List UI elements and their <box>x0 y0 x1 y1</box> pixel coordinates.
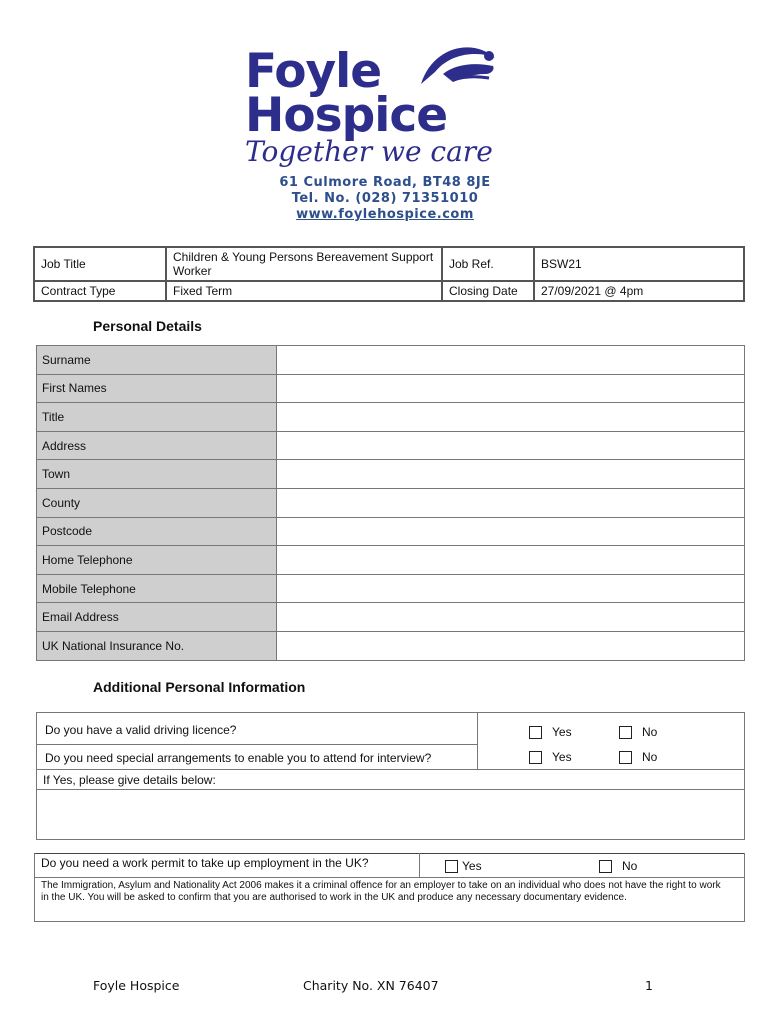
personal-details-table <box>36 345 745 661</box>
no-label: No <box>642 725 658 739</box>
footer-charity: Charity No. XN 76407 <box>303 978 439 993</box>
field-label: Postcode <box>37 517 277 546</box>
work-permit-question: Do you need a work permit to take up employment in the UK? <box>41 856 369 870</box>
field-input[interactable] <box>277 574 745 603</box>
licence-yes-option[interactable] <box>529 725 572 739</box>
no-label: No <box>622 859 638 873</box>
field-input[interactable] <box>277 546 745 575</box>
contract-type-label: Contract Type <box>34 281 166 301</box>
job-title-label: Job Title <box>34 247 166 281</box>
arrangements-yes-option[interactable] <box>529 750 572 764</box>
contract-type-value: Fixed Term <box>166 281 442 301</box>
contact-website <box>0 207 770 222</box>
special-arrangements-question: Do you need special arrangements to enable you to attend for interview? <box>45 751 432 765</box>
field-input[interactable] <box>277 517 745 546</box>
arrangements-no-option[interactable] <box>619 750 657 764</box>
permit-no-option[interactable] <box>599 859 637 873</box>
permit-yes-option[interactable] <box>445 859 482 873</box>
job-ref-label: Job Ref. <box>442 247 534 281</box>
field-label: Mobile Telephone <box>37 574 277 603</box>
field-label: Email Address <box>37 603 277 632</box>
additional-info-box <box>36 712 745 840</box>
field-label: Home Telephone <box>37 546 277 575</box>
closing-date-value: 27/09/2021 @ 4pm <box>534 281 744 301</box>
checkbox-icon[interactable] <box>599 860 612 873</box>
field-input[interactable] <box>277 431 745 460</box>
field-input[interactable] <box>277 346 745 375</box>
website-link[interactable]: www.foylehospice.com <box>296 207 474 222</box>
table-row <box>37 346 745 375</box>
personal-details-heading: Personal Details <box>93 318 202 334</box>
contact-address: 61 Culmore Road, BT48 8JE <box>279 175 491 190</box>
details-prompt: If Yes, please give details below: <box>43 773 216 787</box>
field-input[interactable] <box>277 374 745 403</box>
table-row <box>37 546 745 575</box>
table-row <box>37 460 745 489</box>
field-label: Title <box>37 403 277 432</box>
licence-no-option[interactable] <box>619 725 657 739</box>
field-label: UK National Insurance No. <box>37 631 277 660</box>
field-label: First Names <box>37 374 277 403</box>
logo-line-hospice: Hospice <box>245 88 448 143</box>
table-row <box>37 603 745 632</box>
field-label: Surname <box>37 346 277 375</box>
field-label: Town <box>37 460 277 489</box>
driving-licence-question: Do you have a valid driving licence? <box>45 723 237 737</box>
yes-label: Yes <box>552 750 572 764</box>
logo-tagline: Together we care <box>245 135 493 168</box>
field-input[interactable] <box>277 460 745 489</box>
footer-page-number: 1 <box>645 978 653 993</box>
immigration-note: The Immigration, Asylum and Nationality Act 2006 makes it a criminal offence for an employer to take on an individual who does not have the right to work in the UK. You will be asked to confirm that you are authorised to work in the UK and produce any necessary documentary evidence. <box>41 880 721 903</box>
checkbox-icon[interactable] <box>529 751 542 764</box>
checkbox-icon[interactable] <box>619 726 632 739</box>
job-details-table <box>33 246 745 302</box>
closing-date-label: Closing Date <box>442 281 534 301</box>
table-row <box>37 574 745 603</box>
table-row <box>37 374 745 403</box>
table-row <box>37 631 745 660</box>
checkbox-icon[interactable] <box>445 860 458 873</box>
logo <box>245 40 505 170</box>
job-title-value: Children & Young Persons Bereavement Support Worker <box>166 247 442 281</box>
field-label: County <box>37 488 277 517</box>
field-input[interactable] <box>277 488 745 517</box>
additional-info-heading: Additional Personal Information <box>93 679 306 695</box>
checkbox-icon[interactable] <box>529 726 542 739</box>
job-ref-value: BSW21 <box>534 247 744 281</box>
table-row <box>37 403 745 432</box>
table-row <box>37 431 745 460</box>
field-input[interactable] <box>277 403 745 432</box>
contact-phone: Tel. No. (028) 71351010 <box>291 191 479 206</box>
table-row <box>37 517 745 546</box>
field-input[interactable] <box>277 631 745 660</box>
table-row <box>37 488 745 517</box>
no-label: No <box>642 750 658 764</box>
field-label: Address <box>37 431 277 460</box>
logo-line-foyle: Foyle <box>245 44 382 99</box>
checkbox-icon[interactable] <box>619 751 632 764</box>
hands-logo-icon <box>413 36 499 98</box>
footer-org: Foyle Hospice <box>93 978 180 993</box>
yes-label: Yes <box>462 859 482 873</box>
work-permit-box <box>34 853 745 922</box>
field-input[interactable] <box>277 603 745 632</box>
details-input-area[interactable] <box>37 790 744 839</box>
yes-label: Yes <box>552 725 572 739</box>
